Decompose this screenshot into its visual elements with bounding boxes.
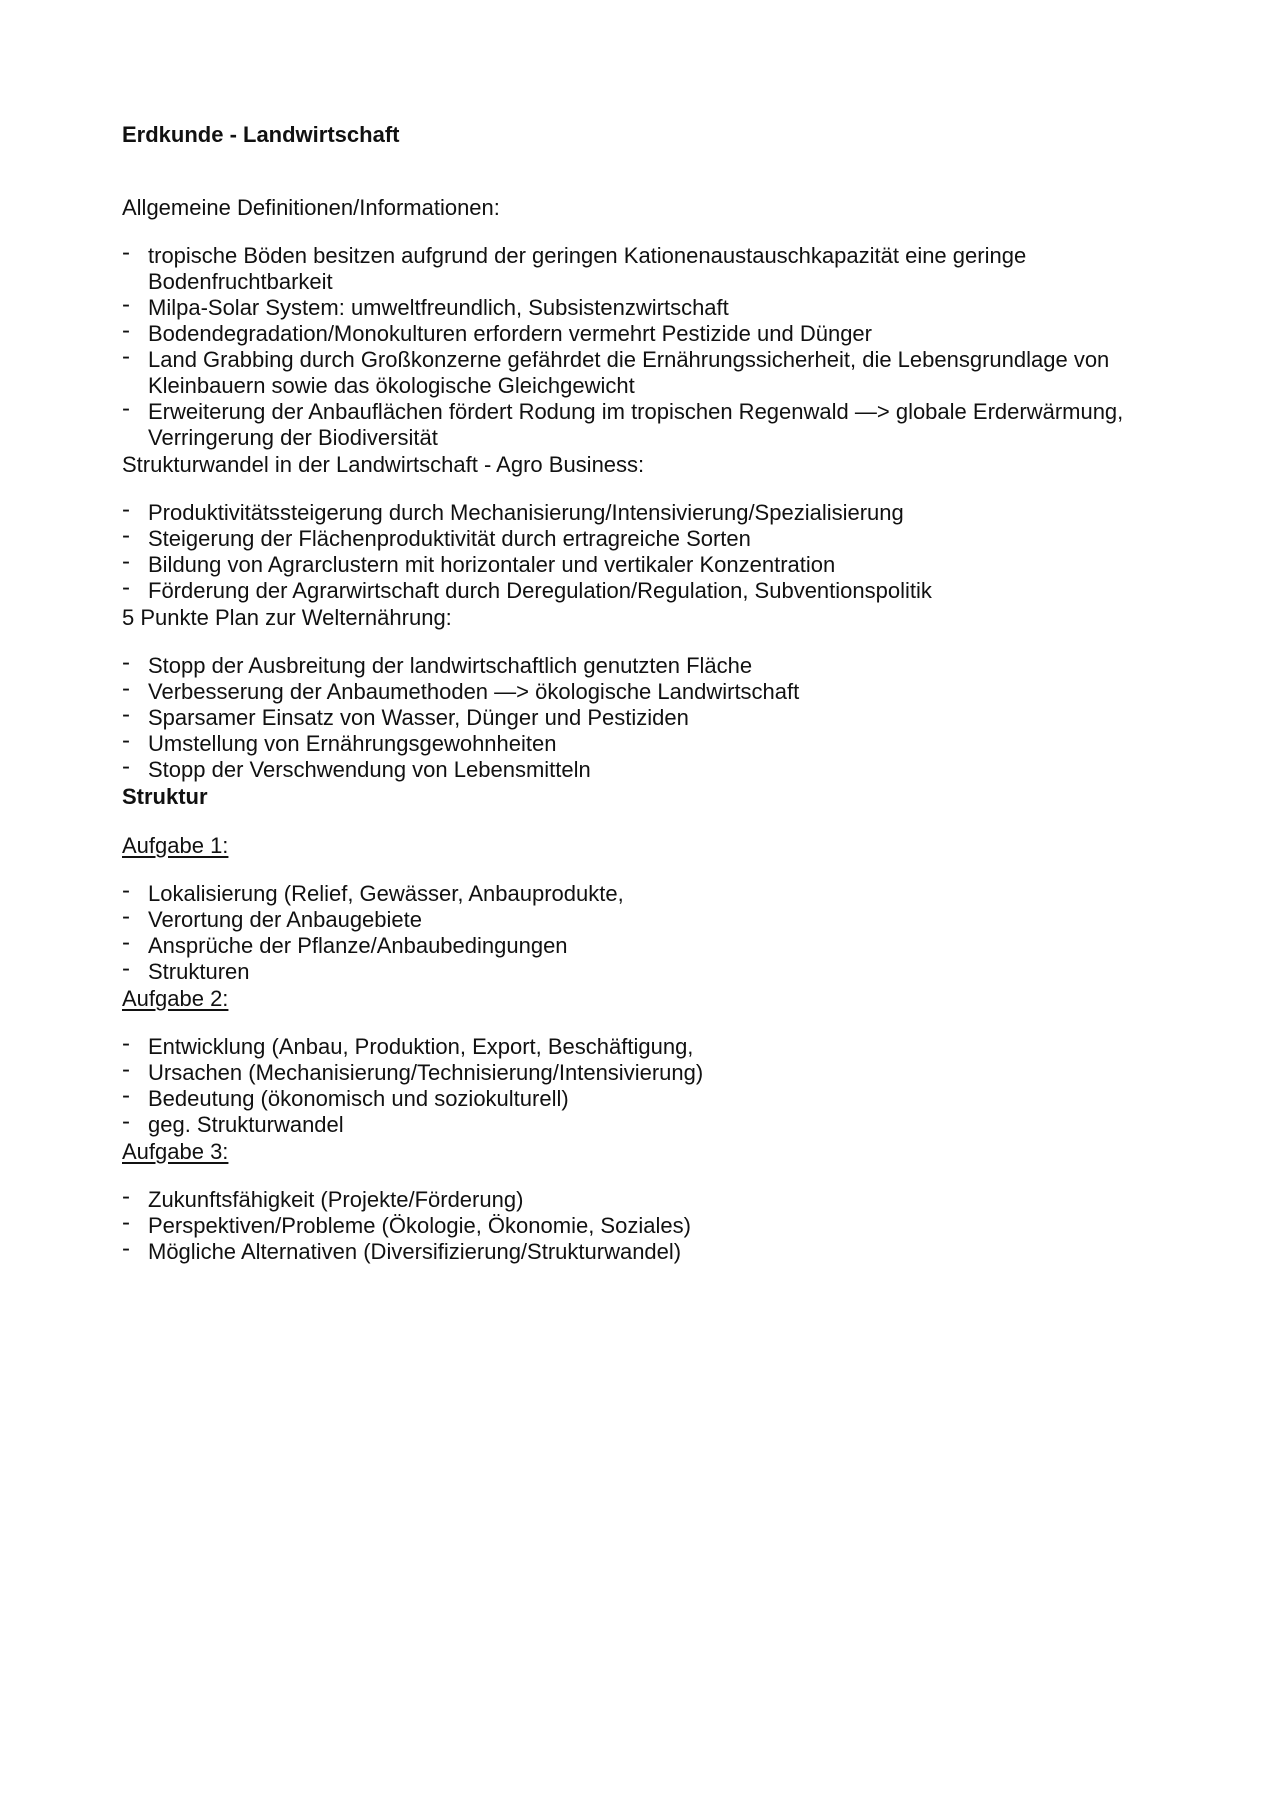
bullet-dash: - xyxy=(122,929,130,956)
list-item: - Produktivitätssteigerung durch Mechanisierung/Intensivierung/Spezialisierung xyxy=(122,496,904,525)
bullet-dash: - xyxy=(122,727,130,754)
list-item: - tropische Böden besitzen aufgrund der geringen Kationenaustauschkapazität eine geringe Bodenfruchtbarkeit xyxy=(122,239,1027,294)
list-item: - Perspektiven/Probleme (Ökologie, Ökonomie, Soziales) xyxy=(122,1209,691,1238)
bullet-dash: - xyxy=(122,1235,130,1262)
list-task-1 xyxy=(122,877,1182,985)
bullet-dash: - xyxy=(122,1108,130,1135)
bullet-dash: - xyxy=(122,548,130,575)
list-definitions xyxy=(122,239,1182,451)
list-item: - Verbesserung der Anbaumethoden —> ökologische Landwirtschaft xyxy=(122,675,800,704)
list-strukturwandel xyxy=(122,496,1182,604)
bullet-dash: - xyxy=(122,291,130,318)
section-heading-struktur: Struktur xyxy=(122,784,208,809)
bullet-dash: - xyxy=(122,574,130,601)
list-task-3 xyxy=(122,1183,1182,1265)
section-heading-strukturwandel: Strukturwandel in der Landwirtschaft - Agro Business: xyxy=(122,452,645,477)
list-item: - Milpa-Solar System: umweltfreundlich, Subsistenzwirtschaft xyxy=(122,291,729,320)
list-item: - geg. Strukturwandel xyxy=(122,1108,344,1137)
list-item: - Bedeutung (ökonomisch und soziokulturell) xyxy=(122,1082,569,1111)
list-item: - Umstellung von Ernährungsgewohnheiten xyxy=(122,727,557,756)
list-item: - Ursachen (Mechanisierung/Technisierung/Intensivierung) xyxy=(122,1056,704,1085)
bullet-dash: - xyxy=(122,1209,130,1236)
bullet-dash: - xyxy=(122,1030,130,1057)
bullet-dash: - xyxy=(122,1082,130,1109)
bullet-dash: - xyxy=(122,522,130,549)
list-item: - Förderung der Agrarwirtschaft durch Deregulation/Regulation, Subventionspolitik xyxy=(122,574,932,603)
list-task-2 xyxy=(122,1030,1182,1138)
list-item: - Strukturen xyxy=(122,955,250,984)
bullet-dash: - xyxy=(122,675,130,702)
bullet-dash: - xyxy=(122,701,130,728)
section-heading-definitions: Allgemeine Definitionen/Informationen: xyxy=(122,195,500,220)
list-item: - Bodendegradation/Monokulturen erfordern vermehrt Pestizide und Dünger xyxy=(122,317,872,346)
task-heading-1: Aufgabe 1: xyxy=(122,833,229,858)
list-item: - Verortung der Anbaugebiete xyxy=(122,903,423,932)
bullet-dash: - xyxy=(122,496,130,523)
list-item: - Lokalisierung (Relief, Gewässer, Anbauprodukte, xyxy=(122,877,624,906)
bullet-dash: - xyxy=(122,1183,130,1210)
list-item: - Entwicklung (Anbau, Produktion, Export, Beschäftigung, xyxy=(122,1030,694,1059)
bullet-dash: - xyxy=(122,955,130,982)
task-heading-2: Aufgabe 2: xyxy=(122,986,229,1011)
list-item: - Mögliche Alternativen (Diversifizierung/Strukturwandel) xyxy=(122,1235,682,1264)
bullet-dash: - xyxy=(122,317,130,344)
bullet-dash: - xyxy=(122,649,130,676)
list-item: - Erweiterung der Anbauflächen fördert Rodung im tropischen Regenwald —> globale Erderwärmung, Verringerung der Biodiversität xyxy=(122,395,1124,450)
bullet-dash: - xyxy=(122,395,130,422)
list-item: - Sparsamer Einsatz von Wasser, Dünger und Pestiziden xyxy=(122,701,689,730)
list-item: - Stopp der Ausbreitung der landwirtschaftlich genutzten Fläche xyxy=(122,649,753,678)
bullet-dash: - xyxy=(122,343,130,370)
list-item: - Bildung von Agrarclustern mit horizontaler und vertikaler Konzentration xyxy=(122,548,836,577)
list-welternaehrung xyxy=(122,649,1182,783)
list-item: - Zukunftsfähigkeit (Projekte/Förderung) xyxy=(122,1183,524,1212)
document-page xyxy=(122,120,1182,1265)
list-item: - Steigerung der Flächenproduktivität durch ertragreiche Sorten xyxy=(122,522,751,551)
list-item: - Land Grabbing durch Großkonzerne gefährdet die Ernährungssicherheit, die Lebensgrundlage von Kleinbauern sowie das ökologische Gleichgewicht xyxy=(122,343,1110,398)
bullet-dash: - xyxy=(122,903,130,930)
bullet-dash: - xyxy=(122,753,130,780)
document-title: Erdkunde - Landwirtschaft xyxy=(122,122,400,147)
task-heading-3: Aufgabe 3: xyxy=(122,1139,229,1164)
list-item: - Stopp der Verschwendung von Lebensmitteln xyxy=(122,753,591,782)
bullet-dash: - xyxy=(122,1056,130,1083)
section-heading-welternaehrung: 5 Punkte Plan zur Welternährung: xyxy=(122,605,452,630)
bullet-dash: - xyxy=(122,239,130,266)
list-item: - Ansprüche der Pflanze/Anbaubedingungen xyxy=(122,929,568,958)
bullet-dash: - xyxy=(122,877,130,904)
